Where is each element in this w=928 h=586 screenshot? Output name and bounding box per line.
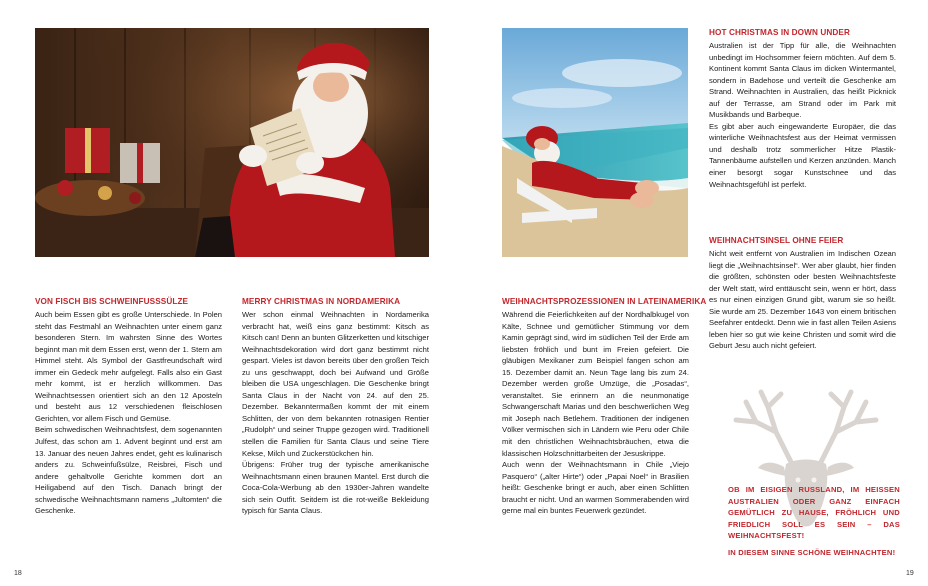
santa-workshop-photo [35,28,429,257]
section-body-nordamerika [242,309,429,517]
closing-greeting: IN DIESEM SINNE SCHÖNE WEIHNACHTEN! [728,547,896,557]
paragraph: Übrigens: Früher trug der typische amerikanische Weihnachtsmann einen braunen Mantel. Erst durch die Coca-Cola-Werbung ab den 1930er-Jahren wandelte sich sein Outfit. Seitdem ist die rot-weiße Bekleidung typisch für Santa Claus. [242,460,429,516]
section-title-weihnachtsinsel: WEIHNACHTSINSEL OHNE FEIER [709,236,844,245]
section-body-lateinamerika [502,309,689,517]
paragraph: Auch wenn der Weihnachtsmann in Chile „Viejo Pasquero“ („alter Hirte“) oder „Papai Noel“ in Brasilien heißt: Geschenke bringt er auch, aber einen Schlitten braucht er nicht. Und an warmen Sommerabenden wird gerne mal ein buntes Feuerwerk gezündet. [502,460,689,516]
section-body-down-under [709,40,896,190]
closing-statement [728,484,900,558]
beach-santa-photo [502,28,688,257]
section-title-lateinamerika: WEIHNACHTSPROZESSIONEN IN LATEINAMERIKA [502,297,707,306]
paragraph: Während die Feierlichkeiten auf der Nordhalbkugel von Kälte, Schnee und gemütlicher Stimmung vor dem Kamin geprägt sind, wird im südlichen Teil der Erde am liebsten fröhlich und bunt im Freien gefeiert. Die gläubigen Mexikaner zum Beispiel fangen schon am 15. Dezember damit an. Neun Tage lang bis zum 24. Dezember werden große Umzüge, die „Posadas“, veranstaltet. Sie erinnern an die neunmonatige Schwangerschaft Marias und den beschwerlichen Weg mit Joseph nach Betlehem. Traditionen der indigenen Völker vermischen sich in Ländern wie Peru oder Chile mit den christlichen Weihnachtsbräuchen, etwa die klassischen Holzschnittarbeiten der Jesuskrippe. [502,310,689,458]
paragraph: Beim schwedischen Weihnachtsfest, dem sogenannten Julfest, das schon am 1. Advent beginnt und erst am 13. Januar des neuen Jahres endet, geht es kulinarisch anders zu. Schweinfußsülze, Reisbrei, Fisch und andere gehaltvolle Gerichte kommen dort an Heiligabend auf den Tisch. Danach bringt der schwedische Weihnachtsmann namens „Jultomten“ die Geschenke. [35,425,222,516]
section-body-fisch [35,309,222,517]
paragraph: Australien ist der Tipp für alle, die Weihnachten unbedingt im Hochsommer feiern möchten. Auf dem 5. Kontinent kommt Santa Claus im dicken Wintermantel, sondern in Badehose und verteilt die Geschenke am Strand. Weihnachten in Australien, das heißt Picknick auf der Terrasse, am Strand oder im Park mit Musikbands und Barbeque. [709,41,896,120]
page-number-right: 19 [906,570,914,577]
page-number-left: 18 [14,570,22,577]
paragraph: Auch beim Essen gibt es große Unterschiede. In Polen steht das Festmahl an Weihnachten unter einem ganz besonderen Stern. Im wahrsten Sinne des Wortes beginnt man mit dem Essen erst, wenn der 1. Stern am Himmel steht. Als Symbol der Gastfreundschaft wird immer ein Gedeck mehr aufgelegt. Falls also ein Gast mehr kommt, ist er herzlich willkommen. Das Weihnachtsessen orientiert sich an den 12 Aposteln und besteht aus 12 verschiedenen fleischlosen Gerichten, vor allem Fisch und Gemüse. [35,310,222,423]
paragraph: Wer schon einmal Weihnachten in Nordamerika verbracht hat, weiß eins ganz bestimmt: Kitsch as Kitsch can! Denn an bunten Glitzerketten und kitschiger Weihnachtsdekoration wird dort ganz bestimmt nicht gespart. Vieles ist davon bereits über den großen Teich zu uns geschwappt, doch bei Aufwand und Größe bleiben die USA ungeschlagen. Die Geschenke bringt Santa Claus in der Nacht von 24. auf den 25. Dezember. Bekanntermaßen kommt der mit einem Schlitten, der von dem bekannten rotnasigen Rentier „Rudolph“ und seiner Truppe gezogen wird. Traditionell stellen die Familien für Santa Claus und seine Tiere Kekse, Milch und Zuckerstückchen hin. [242,310,429,458]
closing-text: OB IM EISIGEN RUSSLAND, IM HEISSEN AUSTRALIEN ODER GANZ EINFACH GEMÜTLICH ZU HAUSE, FRÖHLICH UND FRIEDLICH SOLL ES SEIN – DAS WEIHNACHTSFEST! [728,485,900,540]
paragraph: Es gibt aber auch eingewanderte Europäer, die das winterliche Weihnachtsfest aus der Heimat vermissen und deshalb trotz sommerlicher Hitze Plastik-Tannenbäume aufstellen und Kerzen anzünden. Manch einer besorgt sogar Kunstschnee und das Weihnachtsgefühl ist perfekt. [709,121,896,189]
section-title-nordamerika: MERRY CHRISTMAS IN NORDAMERIKA [242,297,401,306]
section-body-weihnachtsinsel [709,248,896,352]
section-title-down-under: HOT CHRISTMAS IN DOWN UNDER [709,28,850,37]
paragraph: Nicht weit entfernt von Australien im Indischen Ozean liegt die „Weihnachtsinsel“. Wer aber glaubt, hier finden die größten, schönsten oder besten Weihnachtsfeste der Welt statt, wird enttäuscht sein, wenn er hört, dass es nur einen einzigen Grund gibt, warum sie so heißt. Sie wurde am 25. Dezember 1643 von einem britischen Seefahrer entdeckt. Denn wie in fast allen Teilen Asiens leben hier so gut wie keine Christen und somit wird die Geburt Jesu auch nicht gefeiert. [709,249,896,351]
section-title-fisch: VON FISCH BIS SCHWEINFUSSSÜLZE [35,297,189,306]
